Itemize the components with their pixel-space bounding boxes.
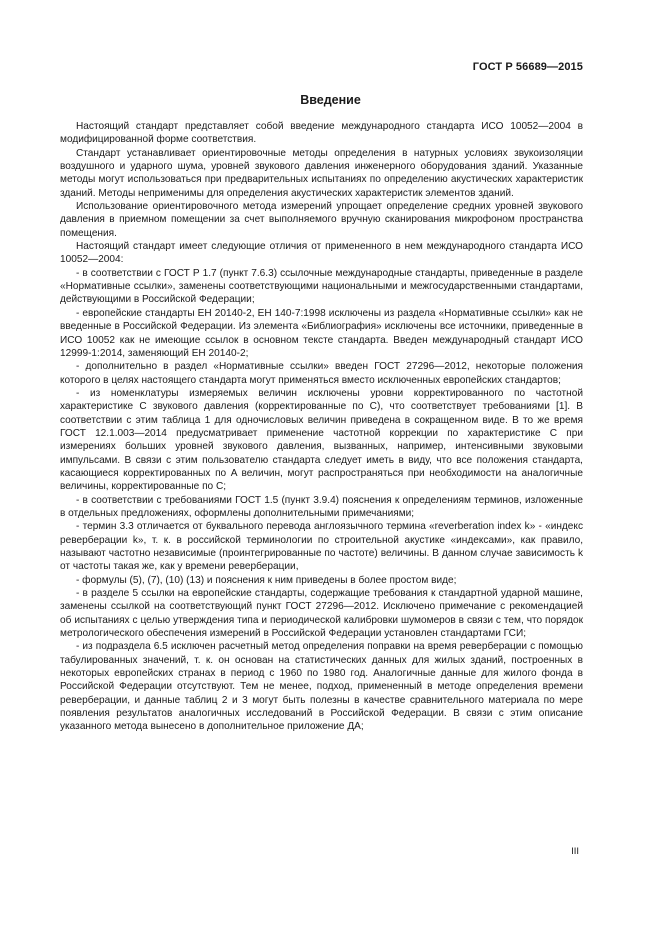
- list-item: - из номенклатуры измеряемых величин исключены уровни корректированного по частотной характеристике C звукового давления (корректированные по C), что соответствует требованиями [1]. В соответствии с этим таблица 1 для одночисловых величин приведена в сокращенном виде. В то же время ГОСТ 12.1.003—2014 предусматривает применение частотной коррекции по характеристике C при измерениях больших уровней звукового давления, вызванных, например, интенсивными звуковыми импульсами. В связи с этим пользователю стандарта следует иметь в виду, что все положения стандарта, касающиеся корректированных по A величин, могут распространяться при необходимости на аналогичные величины, корректированные по C;: [60, 387, 583, 493]
- paragraph-differences: Настоящий стандарт имеет следующие отличия от примененного в нем международного стандарта ИСО 10052—2004:: [60, 241, 583, 266]
- list-item: - формулы (5), (7), (10) (13) и пояснения к ним приведены в более простом виде;: [76, 574, 457, 586]
- body-text: [60, 120, 583, 734]
- list-item: - европейские стандарты ЕН 20140-2, ЕН 140-7:1998 исключены из раздела «Нормативные ссылки» как не введенные в Российской Федерации. Из элемента «Библиография» исключены все источники, приведенные в ИСО 10052 как не имеющие ссылок в основном тексте стандарта. Введен международный стандарт ИСО 12999-1:2014, заменяющий ЕН 20140-2;: [60, 307, 583, 359]
- page-number: III: [571, 846, 579, 857]
- list-item: - в разделе 5 ссылки на европейские стандарты, содержащие требования к стандартной ударной машине, заменены ссылкой на соответствующий пункт ГОСТ 27296—2012. Исключено примечание с рекомендацией об испытаниях с целью утверждения типа и периодической калибровки шумомеров в связи с тем, что порядок метрологического обеспечения измерений в Российской Федерации установлен стандартами ГСИ;: [60, 588, 583, 640]
- list-item: - в соответствии с ГОСТ Р 1.7 (пункт 7.6.3) ссылочные международные стандарты, приведенные в разделе «Нормативные ссылки», заменены соответствующими национальными и межгосударственными стандартами, действующими в Российской Федерации;: [60, 267, 583, 306]
- list-item: - дополнительно в раздел «Нормативные ссылки» введен ГОСТ 27296—2012, некоторые положения которого в целях настоящего стандарта могут применяться вместо исключенных европейских стандартов;: [60, 361, 583, 386]
- list-item: - в соответствии с требованиями ГОСТ 1.5 (пункт 3.9.4) пояснения к определениям терминов, изложенные в отдельных предложениях, оформлены дополнительными примечаниями;: [60, 494, 583, 519]
- document-code: ГОСТ Р 56689—2015: [472, 61, 583, 73]
- paragraph-intro: Настоящий стандарт представляет собой введение международного стандарта ИСО 10052—2004 в модифицированной форме соответствия.: [60, 121, 583, 146]
- list-item: - термин 3.3 отличается от буквального перевода англоязычного термина «reverberation index k» - «индекс реверберации k», т. к. в российской терминологии по строительной акустике «индексами», как правило, называют частотно независимые (проинтегрированные по частоте) величины. В данном случае зависимость k от частоты такая же, как у времени реверберации,: [60, 521, 583, 573]
- paragraph-methods: Стандарт устанавливает ориентировочные методы определения в натурных условиях звукоизоляции воздушного и ударного шума, уровней звукового давления инженерного оборудования зданий. Указанные методы могут использоваться при предварительных испытаниях по определению акустических характеристик зданий. Методы неприменимы для определения акустических характеристик элементов зданий.: [60, 147, 583, 199]
- page-title: Введение: [300, 93, 361, 107]
- paragraph-usage: Использование ориентировочного метода измерений упрощает определение средних уровней звукового давления в приемном помещении за счет выполняемого вручную сканирования микрофоном пространства помещения.: [60, 201, 583, 239]
- list-item: - из подраздела 6.5 исключен расчетный метод определения поправки на время реверберации с помощью табулированных значений, т. к. он основан на статистических данных для жилых зданий, построенных в некоторых европейских странах в период с 1960 по 1980 год. Аналогичные данные для жилого фонда в Российской Федерации отсутствуют. Тем не менее, подход, примененный в методе определения времени реверберации, и данные таблиц 2 и 3 могут быть полезны в качестве сравнительного материала по мере появления результатов аналогичных исследований в Российской Федерации. В связи с этим описание указанного метода вынесено в дополнительное приложение ДА;: [60, 641, 583, 733]
